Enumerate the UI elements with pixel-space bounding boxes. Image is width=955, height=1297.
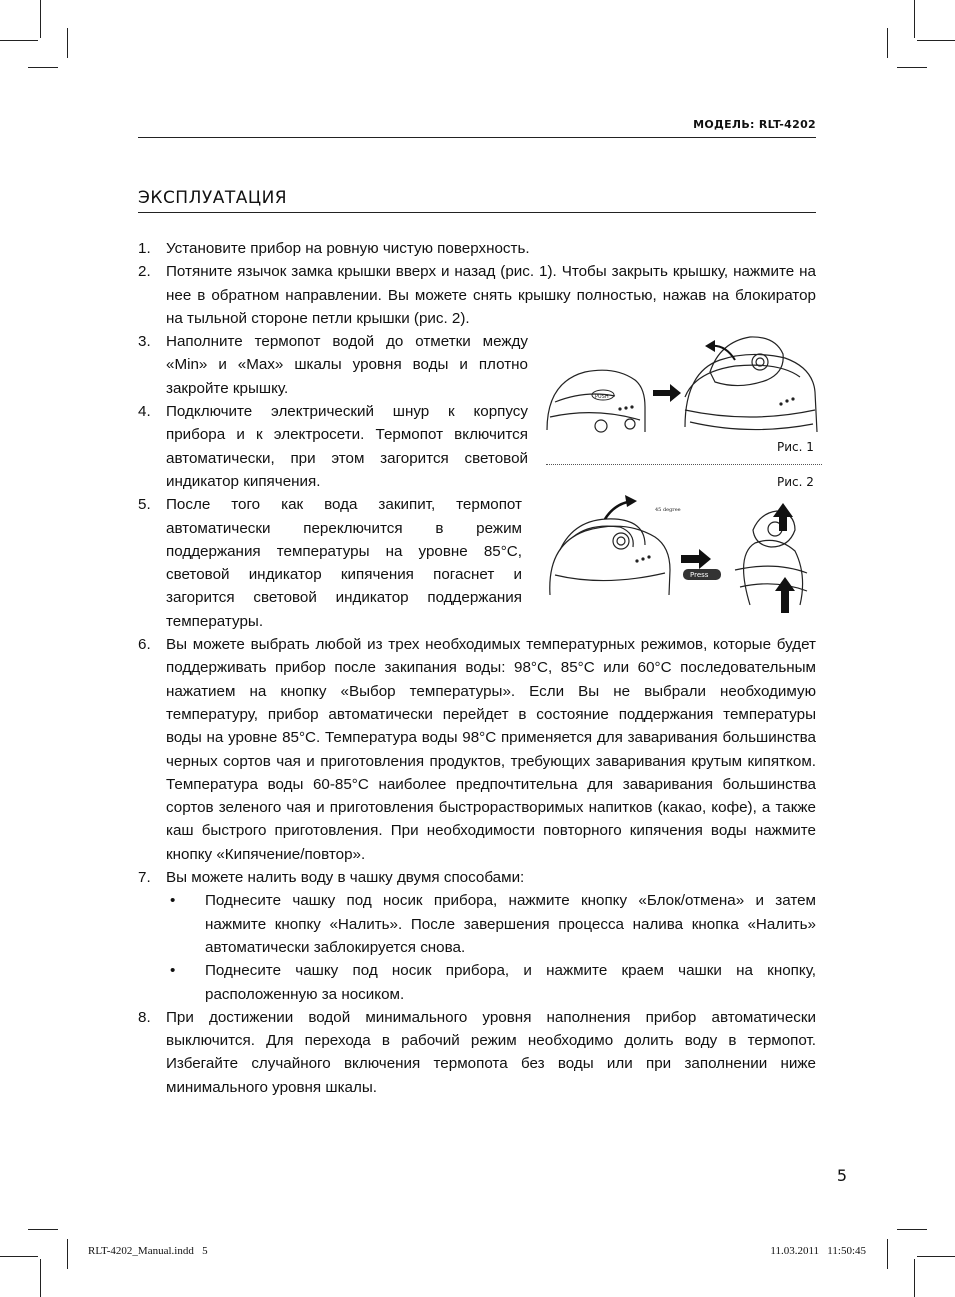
angle-label: 45 degree [655,507,681,513]
figure-divider [546,464,822,465]
section-rule [138,212,816,213]
bullet-mark: • [170,892,176,910]
figure-2-lid-removal [545,495,820,613]
list-item [138,330,528,400]
item-number: 5. [138,496,151,514]
item-text: Установите прибор на ровную чистую поверхность. [166,240,530,257]
figure-1-caption: Рис. 1 [777,440,814,454]
item-number: 1. [138,240,151,257]
crop-mark [0,40,38,41]
item-number: 4. [138,403,151,421]
figure-2-caption: Рис. 2 [777,475,814,489]
list-item [138,866,816,889]
crop-mark [67,28,68,58]
page-number: 5 [836,1166,847,1185]
list-item [138,493,522,633]
bullet-text: Поднесите чашку под носик прибора, и нажмите краем чашки на кнопку, расположенную за носиком. [205,962,816,1003]
item-text: Наполните термопот водой до отметки между «Min» и «Max» шкалы уровня воды и плотно закройте крышку. [166,333,528,397]
crop-mark [914,1259,915,1297]
item-text: После того как вода закипит, термопот автоматически переключится в режим поддержания температуры на уровне 85°С, световой индикатор кипячения погаснет и загорится световой индикатор поддержания температуры. [166,496,522,630]
item-number: 7. [138,869,151,887]
item-number: 6. [138,636,151,654]
list-item [138,1006,816,1099]
press-label: Press [690,571,709,579]
crop-mark [40,0,41,38]
model-label: МОДЕЛЬ: RLT-4202 [693,118,816,131]
header-rule [138,137,816,138]
item-text: Вы можете налить воду в чашку двумя способами: [166,869,525,887]
bullet-item [138,889,816,959]
crop-mark [914,0,915,38]
file-slug: RLT-4202_Manual.indd 5 [88,1245,208,1257]
item-text: Подключите электрический шнур к корпусу прибора и к электросети. Термопот включится автоматически, при этом загорится световой индикатор кипячения. [166,403,528,490]
item-text: Вы можете выбрать любой из трех необходимых температурных режимов, которые будет поддерживать прибор после закипания воды: 98°С, 85°С или 60°С последовательным нажатием на кнопку «Выбор температуры». Если Вы не выбрали необходимую температуру, прибор автоматически перейдет в состояние поддержания температуры воды на уровне 85°С. Температура воды 98°С применяется для заваривания большинства черных сортов чая и приготовления продуктов, требующих заваривания крутым кипятком. Температура воды 60-85°С наиболее предпочтительна для заваривания большинства сортов зеленого чая и приготовления быстрорастворимых напитков (какао, кофе), а также каш быстрого приготовления. При необходимости повторного кипячения воды нажмите кнопку «Кипячение/повтор». [166,636,816,863]
crop-mark [28,1229,58,1230]
figure-1-lid-open [545,332,820,440]
bullet-text: Поднесите чашку под носик прибора, нажмите кнопку «Блок/отмена» и затем нажмите кнопку «Налить». После завершения процесса налива кнопка «Налить» автоматически заблокируется снова. [205,892,816,956]
list-item [138,400,528,493]
list-item [138,237,816,260]
section-title: ЭКСПЛУАТАЦИЯ [138,188,288,208]
item-text: Потяните язычок замка крышки вверх и назад (рис. 1). Чтобы закрыть крышку, нажмите на нее в обратном направлении. Вы можете снять крышку полностью, нажав на блокиратор на тыльной стороне петли крышки (рис. 2). [166,263,816,327]
arrow-right-icon [653,384,681,402]
bullet-mark: • [170,962,176,980]
item-number: 2. [138,263,151,281]
crop-mark [897,1229,927,1230]
timestamp-slug: 11.03.2011 11:50:45 [770,1245,866,1257]
list-item [138,633,816,866]
item-text: При достижении водой минимального уровня наполнения прибор автоматически выключится. Для перехода в рабочий режим необходимо долить воду в термопот. Избегайте случайного включения термопота без воды или при заполнении ниже минимального уровня шкалы. [166,1008,816,1096]
crop-mark [917,1256,955,1257]
crop-mark [67,1239,68,1269]
crop-mark [28,67,58,68]
arrow-right-icon [681,549,711,569]
crop-mark [897,67,927,68]
crop-mark [40,1259,41,1297]
crop-mark [887,28,888,58]
crop-mark [887,1239,888,1269]
arrow-up-icon [775,577,795,613]
item-number: 8. [138,1008,151,1026]
list-item [138,260,816,330]
crop-mark [0,1256,38,1257]
crop-mark [917,40,955,41]
arrow-up-icon [773,503,793,531]
bullet-item [138,959,816,1006]
item-number: 3. [138,333,151,351]
push-label: PUSH [595,394,609,400]
